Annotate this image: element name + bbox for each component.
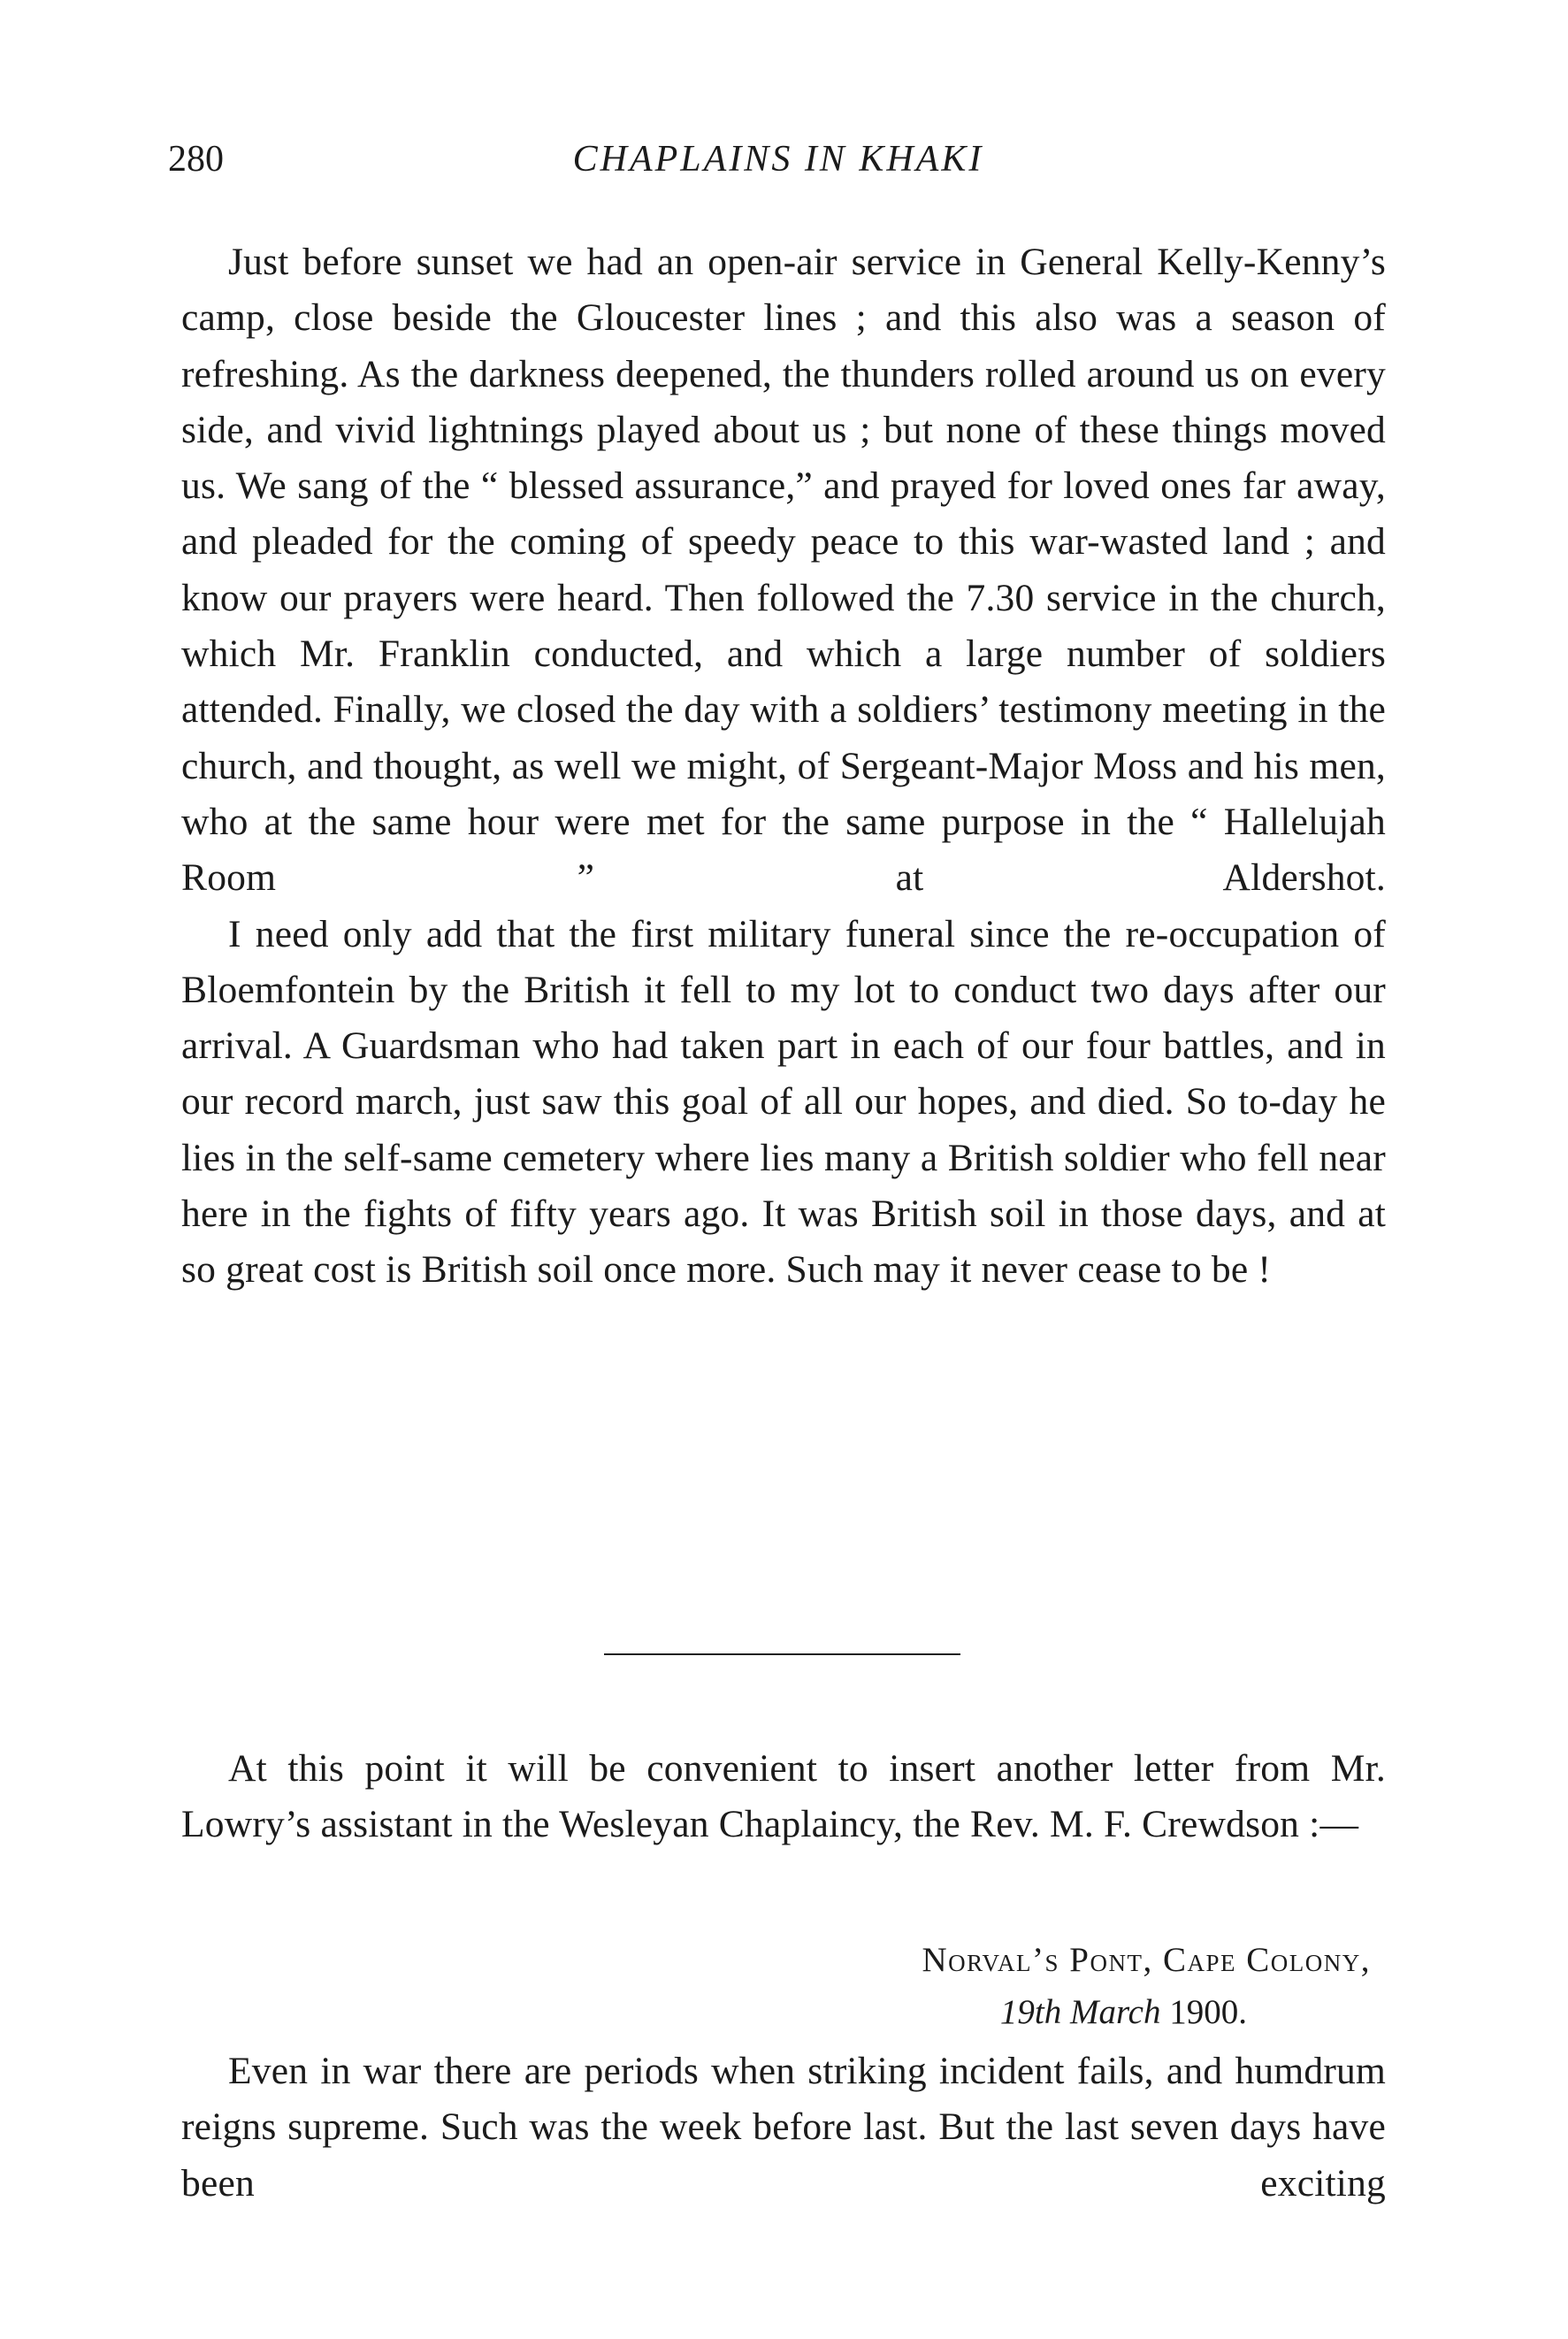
letter-heading [774, 1934, 1393, 2038]
letter-place: Norval’s Pont, Cape Colony, [922, 1941, 1371, 1979]
section-divider [604, 1653, 960, 1655]
letter-date [774, 1986, 1393, 2038]
intro-text [181, 1741, 1386, 1853]
running-title: CHAPLAINS IN KHAKI [572, 139, 984, 180]
letter-date-day: 19th March [999, 1993, 1161, 2031]
main-text [181, 234, 1386, 1299]
letter-date-year: 1900. [1160, 1993, 1247, 2031]
paragraph-letter-introduction: At this point it will be convenient to insert another letter from Mr. Lowry’s assistant in the Wesleyan Chaplaincy, the Rev. M. F. Crewdson :— [181, 1747, 1386, 1846]
page-number: 280 [168, 139, 224, 180]
paragraph-letter-body: Even in war there are periods when striking incident fails, and humdrum reigns supreme. Such was the week before last. But the last seven days have been exciting [181, 2050, 1386, 2205]
letter-text [181, 2044, 1386, 2212]
paragraph-military-funeral: I need only add that the first military funeral since the re-occupation of Bloemfontein by the British it fell to my lot to conduct two days after our arrival. A Guardsman who had taken part in each of our four battles, and in our record march, just saw this goal of all our hopes, and died. So to-day he lies in the self-same cemetery where lies many a British soldier who fell near here in the fights of fifty years ago. It was British soil in those days, and at so great cost is British soil once more. Such may it never cease to be ! [181, 912, 1386, 1292]
running-head [168, 133, 1388, 195]
paragraph-open-air-service: Just before sunset we had an open-air service in General Kelly-Kenny’s camp, close beside the Gloucester lines ; and this also was a season of refreshing. As the darkness deepened, the thunders rolled around us on every side, and vivid lightnings played about us ; but none of these things moved us. We sang of the “ blessed assurance,” and prayed for loved ones far away, and pleaded for the coming of speedy peace to this war-wasted land ; and know our prayers were heard. Then followed the 7.30 service in the church, which Mr. Franklin conducted, and which a large number of soldiers attended. Finally, we closed the day with a soldiers’ testimony meeting in the church, and thought, as well we might, of Sergeant-Major Moss and his men, who at the same hour were met for the same purpose in the “ Hallelujah Room ” at Aldershot. [181, 241, 1386, 900]
